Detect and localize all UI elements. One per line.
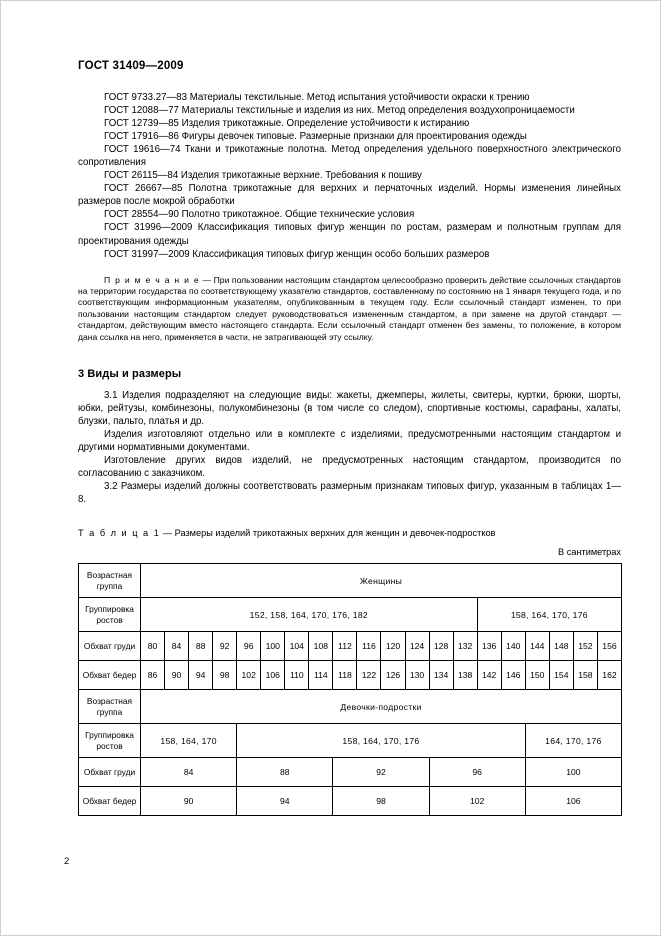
table-caption-text: — Размеры изделий трикотажных верхних для женщин и девочек-подростков: [160, 528, 496, 539]
cell-women-hips: 158: [573, 661, 597, 690]
cell-women-age-group: Женщины: [141, 564, 622, 598]
reference-item: ГОСТ 17916—86 Фигуры девочек типовые. Размерные признаки для проектирования одежды: [104, 131, 527, 143]
cell-women-chest: 84: [165, 632, 189, 661]
table-row-girls-hips: [79, 787, 622, 816]
section-paragraph: 3.2 Размеры изделий должны соответствовать размерным признакам типовых фигур, указанным в таблицах 1—8.: [78, 481, 621, 506]
section-3: [78, 368, 621, 506]
cell-women-hips: 154: [549, 661, 573, 690]
cell-girls-chest: 92: [333, 758, 429, 787]
cell-girls-chest: 88: [237, 758, 333, 787]
cell-women-chest: 100: [261, 632, 285, 661]
cell-women-chest: 116: [357, 632, 381, 661]
row-label-age-group: Возрастная группа: [79, 690, 141, 724]
table-row-women-chest: [79, 632, 622, 661]
section-paragraph: Изготовление других видов изделий, не предусмотренных настоящим стандартом, производится по согласованию с заказчиком.: [78, 455, 621, 480]
table-row-girls-chest: [79, 758, 622, 787]
cell-girls-age-group: Девочки-подростки: [141, 690, 622, 724]
cell-women-chest: 88: [189, 632, 213, 661]
cell-women-hips: 146: [501, 661, 525, 690]
note-label: П р и м е ч а н и е: [104, 274, 200, 285]
cell-girls-hips: 102: [429, 787, 525, 816]
cell-women-chest: 92: [213, 632, 237, 661]
cell-women-chest: 152: [573, 632, 597, 661]
cell-women-hips: 102: [237, 661, 261, 690]
reference-item: ГОСТ 9733.27—83 Материалы текстильные. Метод испытания устойчивости окраски к трению: [104, 92, 530, 103]
document-header: ГОСТ 31409—2009: [78, 60, 184, 72]
cell-girls-hips: 106: [525, 787, 621, 816]
table-row-girls-age: [79, 690, 622, 724]
cell-girls-hips: 94: [237, 787, 333, 816]
reference-item: ГОСТ 31996—2009 Классификация типовых фигур женщин по ростам, размерам и полнотным группам для проектирования одежды: [78, 222, 621, 247]
table-caption: [78, 528, 621, 538]
cell-women-chest: 148: [549, 632, 573, 661]
cell-women-chest: 140: [501, 632, 525, 661]
cell-women-chest: 144: [525, 632, 549, 661]
cell-women-hips: 142: [477, 661, 501, 690]
cell-women-hips: 106: [261, 661, 285, 690]
cell-women-chest: 132: [453, 632, 477, 661]
table-row-girls-heights: [79, 724, 622, 758]
cell-women-chest: 136: [477, 632, 501, 661]
cell-girls-heights-1: 158, 164, 170: [141, 724, 237, 758]
table-row-women-hips: [79, 661, 622, 690]
reference-item: ГОСТ 19616—74 Ткани и трикотажные полотна. Метод определения удельного поверхностного электрического сопротивления: [78, 144, 621, 169]
reference-item: ГОСТ 31997—2009 Классификация типовых фигур женщин особо больших размеров: [104, 248, 490, 260]
cell-girls-chest: 100: [525, 758, 621, 787]
sizes-table: [78, 563, 622, 816]
section-paragraph: 3.1 Изделия подразделяют на следующие виды: жакеты, джемперы, жилеты, свитеры, куртки, брюки, шорты, юбки, рейтузы, комбинезоны, полукомбинезоны (в том числе со следом), спортивные костюмы, сарафаны, халаты, блузки, пальто, платья и др.: [78, 390, 621, 428]
table-row-women-heights: [79, 598, 622, 632]
table-caption-label: Т а б л и ц а 1: [78, 528, 161, 539]
cell-women-hips: 130: [405, 661, 429, 690]
reference-item: ГОСТ 12739—85 Изделия трикотажные. Определение устойчивости к истиранию: [104, 118, 470, 130]
cell-women-chest: 124: [405, 632, 429, 661]
reference-item: ГОСТ 12088—77 Материалы текстильные и изделия из них. Метод определения воздухопроницаемости: [104, 105, 575, 117]
cell-women-hips: 150: [525, 661, 549, 690]
cell-women-chest: 112: [333, 632, 357, 661]
reference-item: ГОСТ 26667—85 Полотна трикотажные для верхних и перчаточных изделий. Нормы изменения линейных размеров после мокрой обработки: [78, 183, 621, 208]
cell-girls-heights-3: 164, 170, 176: [525, 724, 621, 758]
row-label-height-group: Группировка ростов: [79, 724, 141, 758]
note-block: [78, 275, 621, 343]
cell-women-heights-1: 152, 158, 164, 170, 176, 182: [141, 598, 478, 632]
row-label-chest: Обхват груди: [79, 758, 141, 787]
sizes-table-body: [79, 564, 622, 816]
reference-item: ГОСТ 26115—84 Изделия трикотажные верхние. Требования к пошиву: [104, 170, 422, 182]
note-text: — При пользовании настоящим стандартом целесообразно проверить действие ссылочных стандартов на территории государства по соответствующему указателю стандартов, составленному по состоянию на 1 января текущего года, и по соответствующим информационным указателям, опубликованным в текущем году. Если ссылочный стандарт изменен, то при пользовании настоящим стандартом следует руководствоваться измененным стандартом, а при замене на другой стандарт — стандартом, действующим вместо настоящего стандарта. Если ссылочный стандарт отменен без замены, то положение, в котором дана ссылка на него, применяется в части, не затрагивающей эту ссылку.: [78, 274, 621, 342]
cell-women-chest: 96: [237, 632, 261, 661]
cell-girls-hips: 98: [333, 787, 429, 816]
cell-girls-chest: 84: [141, 758, 237, 787]
cell-girls-chest: 96: [429, 758, 525, 787]
cell-girls-hips: 90: [141, 787, 237, 816]
cell-women-chest: 120: [381, 632, 405, 661]
cell-women-hips: 114: [309, 661, 333, 690]
document-content: [78, 91, 621, 816]
cell-women-chest: 156: [597, 632, 621, 661]
cell-women-hips: 134: [429, 661, 453, 690]
cell-women-chest: 108: [309, 632, 333, 661]
table-units: В сантиметрах: [558, 547, 621, 558]
cell-women-hips: 86: [141, 661, 165, 690]
cell-women-hips: 98: [213, 661, 237, 690]
cell-women-hips: 122: [357, 661, 381, 690]
cell-women-heights-2: 158, 164, 170, 176: [477, 598, 621, 632]
row-label-hips: Обхват бедер: [79, 661, 141, 690]
section-body: [78, 389, 621, 506]
cell-women-hips: 118: [333, 661, 357, 690]
references-list: [78, 91, 621, 261]
cell-women-chest: 128: [429, 632, 453, 661]
page-number: 2: [64, 855, 70, 866]
section-paragraph: Изделия изготовляют отдельно или в комплекте с изделиями, предусмотренными настоящим стандартом и другими нормативными документами.: [78, 429, 621, 454]
cell-women-hips: 162: [597, 661, 621, 690]
table-row-women-age: [79, 564, 622, 598]
section-heading: 3 Виды и размеры: [78, 368, 182, 381]
row-label-age-group: Возрастная группа: [79, 564, 141, 598]
row-label-hips: Обхват бедер: [79, 787, 141, 816]
cell-women-hips: 138: [453, 661, 477, 690]
cell-women-chest: 80: [141, 632, 165, 661]
cell-women-hips: 110: [285, 661, 309, 690]
cell-women-hips: 94: [189, 661, 213, 690]
row-label-height-group: Группировка ростов: [79, 598, 141, 632]
reference-item: ГОСТ 28554—90 Полотно трикотажное. Общие технические условия: [104, 209, 415, 221]
cell-women-hips: 126: [381, 661, 405, 690]
cell-women-hips: 90: [165, 661, 189, 690]
row-label-chest: Обхват груди: [79, 632, 141, 661]
cell-women-chest: 104: [285, 632, 309, 661]
cell-girls-heights-2: 158, 164, 170, 176: [237, 724, 526, 758]
